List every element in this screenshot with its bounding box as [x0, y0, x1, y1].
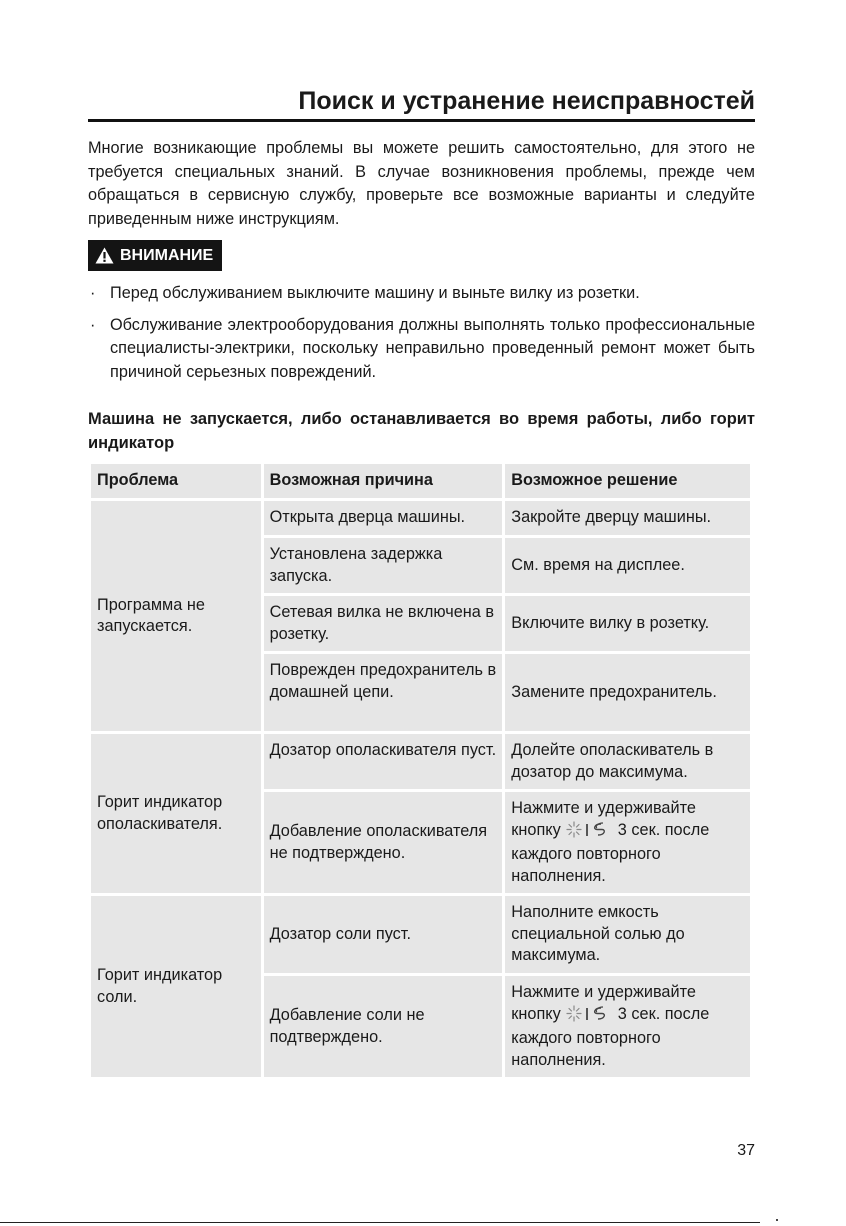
solution-cell: См. время на дисплее.: [504, 537, 752, 595]
warning-badge: [88, 240, 222, 271]
table-row: [90, 733, 752, 791]
table-row: [90, 895, 752, 975]
solution-text-start: Нажмите и удерживайте кнопку: [511, 799, 696, 839]
cause-cell: Поврежден предохранитель в домашней цепи.: [262, 653, 504, 733]
solution-cell: Наполните емкость специальной солью до максимума.: [504, 895, 752, 975]
solution-cell: Замените предохранитель.: [504, 653, 752, 733]
cause-cell: Дозатор соли пуст.: [262, 895, 504, 975]
table-header-row: [90, 463, 752, 500]
cause-cell: Дозатор ополаскивателя пуст.: [262, 733, 504, 791]
page-number: 37: [737, 1142, 755, 1159]
solution-text-end: 3 сек. после каждого повторного наполнения.: [511, 820, 710, 885]
header-cause: Возможная причина: [262, 463, 504, 500]
rinse-salt-button-icon: [566, 821, 612, 845]
cause-cell: Добавление соли не подтверждено.: [262, 975, 504, 1079]
warning-item-text: Обслуживание электрооборудования должны выполнять только профессиональные специалисты-электрики, поскольку неправильно проведенный ремонт может быть причиной серьезных повреждений.: [110, 315, 755, 381]
bottom-rule: [0, 1222, 760, 1223]
solution-cell: Закройте дверцу машины.: [504, 500, 752, 537]
troubleshooting-table: [88, 461, 753, 1080]
solution-cell: [504, 791, 752, 895]
table-row: [90, 500, 752, 537]
cause-cell: Установлена задержка запуска.: [262, 537, 504, 595]
intro-paragraph: Многие возникающие проблемы вы можете решить самостоятельно, для этого не требуется специальных знаний. В случае возникновения проблемы, прежде чем обращаться в сервисную службу, проверьте все возможные варианты и следуйте приведенным ниже инструкциям.: [88, 139, 755, 228]
solution-cell: [504, 975, 752, 1079]
page-title: Поиск и устранение неисправностей: [298, 87, 755, 115]
header-solution: Возможное решение: [504, 463, 752, 500]
bottom-mark: [776, 1219, 778, 1221]
solution-cell: Включите вилку в розетку.: [504, 595, 752, 653]
problem-cell: Программа не запускается.: [90, 500, 263, 733]
solution-text-end: 3 сек. после каждого повторного наполнения.: [511, 1004, 710, 1069]
warning-label: ВНИМАНИЕ: [120, 246, 214, 264]
warning-item: [88, 314, 755, 385]
warning-item-text: Перед обслуживанием выключите машину и выньте вилку из розетки.: [110, 284, 640, 302]
cause-cell: Сетевая вилка не включена в розетку.: [262, 595, 504, 653]
cause-cell: Добавление ополаскивателя не подтверждено.: [262, 791, 504, 895]
cause-cell: Открыта дверца машины.: [262, 500, 504, 537]
problem-cell: Горит индикатор ополаскивателя.: [90, 733, 263, 895]
bullet-dot: ·: [90, 315, 96, 334]
solution-cell: Долейте ополаскиватель в дозатор до максимума.: [504, 733, 752, 791]
warning-list: [88, 282, 755, 392]
section-heading: Машина не запускается, либо останавливается во время работы, либо горит индикатор: [88, 410, 755, 452]
warning-triangle-icon: [95, 247, 114, 264]
solution-text-start: Нажмите и удерживайте кнопку: [511, 983, 696, 1023]
bullet-dot: ·: [90, 284, 96, 302]
warning-item: [88, 282, 755, 306]
header-problem: Проблема: [90, 463, 263, 500]
rinse-salt-button-icon: [566, 1005, 612, 1029]
problem-cell: Горит индикатор соли.: [90, 895, 263, 1079]
title-underline: [88, 119, 755, 122]
